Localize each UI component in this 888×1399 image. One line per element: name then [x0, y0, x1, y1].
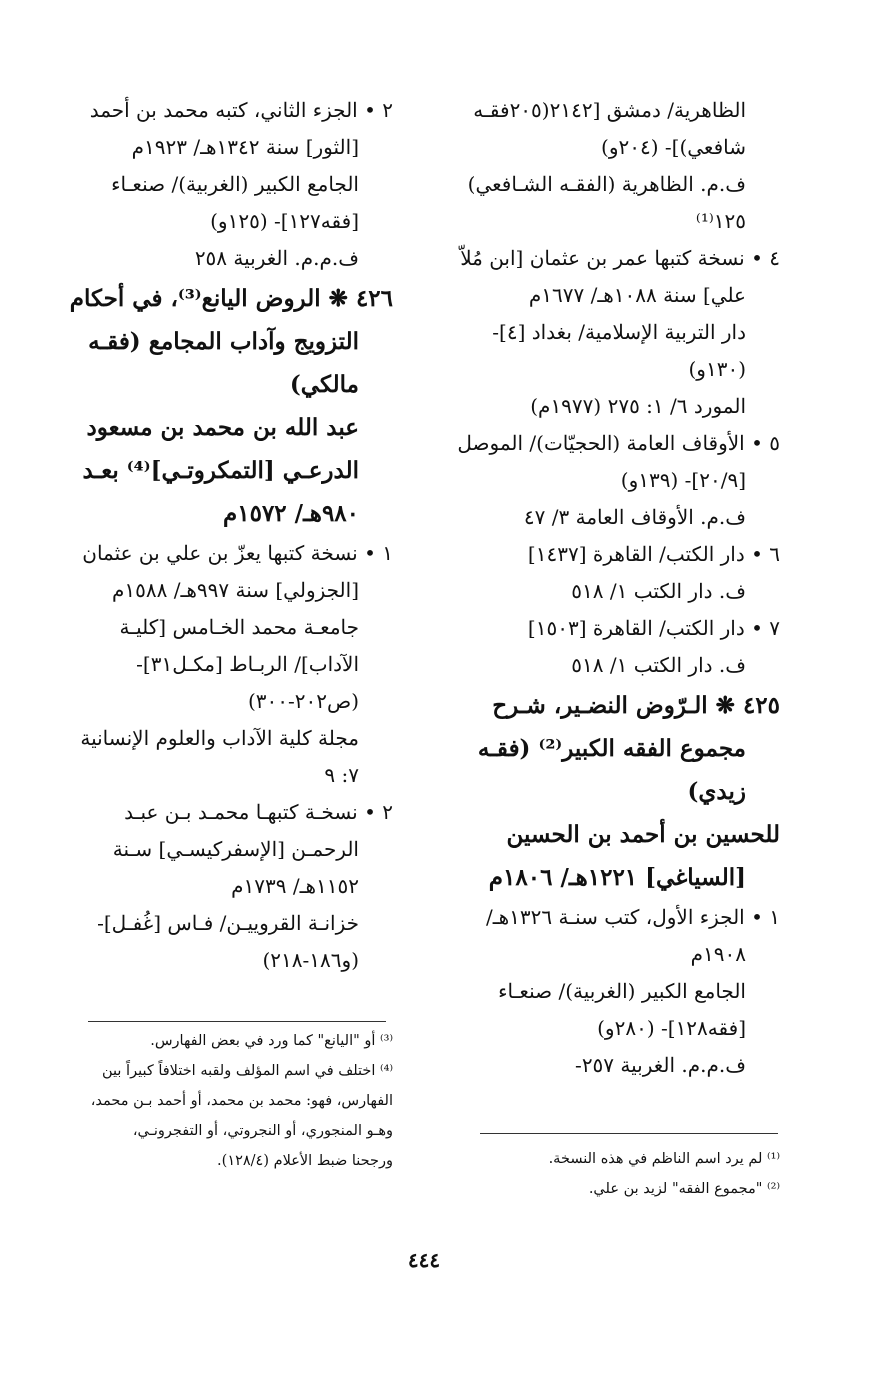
footnote-line: الفهارس، فهو: محمد بن محمد، أو أحمد بـن محمد،	[90, 1093, 393, 1109]
footnote-line: ورجحنا ضبط الأعلام (١٢٨/٤).	[217, 1153, 393, 1169]
text-line: خزانـة القروييـن/ فـاس [غُفـل]-	[97, 911, 359, 935]
footnote-rule-left	[88, 1021, 386, 1022]
text-line: ٧: ٩	[324, 763, 359, 787]
text-line: (١٣٠و)	[688, 357, 746, 381]
text-line: [فقه١٢٧]- (١٢٥و)	[210, 209, 359, 233]
text-line: ف.م. الأوقاف العامة ٣/ ٤٧	[523, 505, 746, 529]
text-line: عبد الله بن محمد بن مسعود	[86, 414, 359, 441]
footnote-rule-right	[480, 1133, 778, 1134]
text-line: المورد ٦/ ١: ٢٧٥ (١٩٧٧م)	[530, 394, 746, 418]
text-line: [٢٠/٩]- (١٣٩و)	[620, 468, 746, 492]
text-line: التزويج وآداب المجامع (فقـه	[88, 328, 359, 355]
footnotes-left	[48, 1026, 393, 1176]
text-line: ٢ • الجزء الثاني، كتبه محمد بن أحمد	[89, 98, 393, 122]
right-column	[440, 92, 780, 1084]
text-line: زيدي)	[687, 778, 746, 805]
text-line: علي] سنة ١٠٨٨هـ/ ١٦٧٧م	[528, 283, 746, 307]
text-line: مجلة كلية الآداب والعلوم الإنسانية	[80, 726, 359, 750]
footnotes-right	[440, 1144, 780, 1204]
footnote-line: ⁽¹⁾ لم يرد اسم الناظم في هذه النسخة.	[548, 1151, 780, 1167]
text-line: [فقه١٢٨]- (٢٨٠و)	[597, 1016, 746, 1040]
text-line: ٤٢٥ ❋ الـرّوض النضـير، شـرح	[492, 692, 780, 719]
text-line: (و١٨٦-٢١٨)	[262, 948, 359, 972]
text-line: ١٩٠٨م	[690, 942, 746, 966]
text-line: ف.م.م. الغربية ٢٥٧-	[575, 1053, 746, 1077]
text-line: [الجزولي] سنة ٩٩٧هـ/ ١٥٨٨م	[112, 578, 359, 602]
text-line: شافعي)]- (٢٠٤و)	[601, 135, 746, 159]
text-line: ف. دار الكتب ١/ ٥١٨	[571, 579, 746, 603]
footnote-line: ⁽²⁾ "مجموع الفقه" لزيد بن علي.	[588, 1181, 780, 1197]
text-line: ٩٨٠هـ/ ١٥٧٢م	[222, 500, 359, 527]
left-column	[48, 92, 393, 979]
text-line: ف.م.م. الغربية ٢٥٨	[194, 246, 359, 270]
text-line: ١ • الجزء الأول، كتب سنـة ١٣٢٦هـ/	[486, 905, 780, 929]
text-line: الجامع الكبير (الغربية)/ صنعـاء	[111, 172, 359, 196]
text-line: ١٢٥⁽¹⁾	[695, 209, 746, 233]
text-line: ف.م. الظاهرية (الفقـه الشـافعي)	[467, 172, 746, 196]
text-line: مالكي)	[289, 371, 359, 398]
text-line: الآداب]/ الربـاط [مكـل٣١]-	[136, 652, 359, 676]
text-line: ٤٢٦ ❋ الروض اليانع⁽³⁾، في أحكام	[69, 285, 393, 312]
text-line: [الثور] سنة ١٣٤٢هـ/ ١٩٢٣م	[131, 135, 359, 159]
text-line: [السياغي] ١٢٢١هـ/ ١٨٠٦م	[488, 864, 746, 891]
text-line: ١١٥٢هـ/ ١٧٣٩م	[231, 874, 359, 898]
text-line: ف. دار الكتب ١/ ٥١٨	[571, 653, 746, 677]
text-line: ٢ • نسخـة كتبهـا محمـد بـن عبـد	[124, 800, 393, 824]
text-line: جامعـة محمد الخـامس [كليـة	[119, 615, 359, 639]
text-line: دار التربية الإسلامية/ بغداد [٤]-	[492, 320, 746, 344]
footnote-line: ⁽³⁾ أو "اليانع" كما ورد في بعض الفهارس.	[150, 1033, 393, 1049]
text-line: ٤ • نسخة كتبها عمر بن عثمان [ابن مُلاّ	[460, 246, 780, 270]
text-line: مجموع الفقه الكبير⁽²⁾ (فقـه	[477, 735, 746, 762]
text-line: ٧ • دار الكتب/ القاهرة [١٥٠٣]	[527, 616, 780, 640]
text-line: ٦ • دار الكتب/ القاهرة [١٤٣٧]	[527, 542, 780, 566]
text-line: ٥ • الأوقاف العامة (الحجيّات)/ الموصل	[457, 431, 780, 455]
text-line: الجامع الكبير (الغربية)/ صنعـاء	[498, 979, 746, 1003]
footnote-line: وهـو المنجوري، أو النجروتي، أو التفجرونـي،	[132, 1123, 393, 1139]
page-number: ٤٤٤	[407, 1248, 441, 1272]
text-line: الدرعـي [التمكروتـي]⁽⁴⁾ بعـد	[82, 457, 359, 484]
text-line: (ص٢٠٢-٣٠٠)	[247, 689, 359, 713]
footnote-line: ⁽⁴⁾ اختلف في اسم المؤلف ولقبه اختلافاً كبيراً بين	[101, 1063, 393, 1079]
text-line: ١ • نسخة كتبها يعزّ بن علي بن عثمان	[82, 541, 393, 565]
text-line: للحسين بن أحمد بن الحسين	[506, 821, 780, 848]
text-line: الظاهرية/ دمشق [٢١٤٢(٢٠٥فقـه	[473, 98, 746, 122]
text-line: الرحمـن [الإسفركيسـي] سـنة	[112, 837, 359, 861]
